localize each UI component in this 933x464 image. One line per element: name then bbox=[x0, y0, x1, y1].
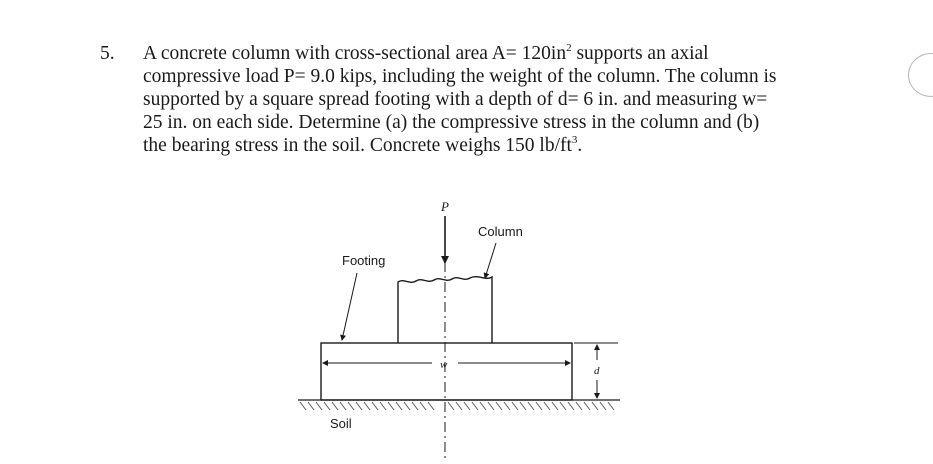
problem-number: 5. bbox=[100, 43, 115, 64]
problem-line-1-tail: supports an axial bbox=[571, 43, 709, 64]
problem-line-2: compressive load P= 9.0 kips, including the weight of the column. The column is bbox=[143, 66, 777, 87]
depth-label: d bbox=[594, 365, 600, 377]
problem-line-3: supported by a square spread footing with a depth of d= 6 in. and measuring w= bbox=[143, 89, 768, 110]
footing-label: Footing bbox=[342, 253, 386, 268]
width-label: w bbox=[440, 359, 448, 371]
soil-hatching bbox=[300, 402, 614, 410]
problem-line-1-text: A concrete column with cross-sectional area A= 120in bbox=[143, 43, 567, 64]
problem-line-5-tail: . bbox=[577, 135, 583, 156]
soil-label: Soil bbox=[330, 416, 352, 431]
column-leader bbox=[485, 243, 496, 278]
problem-line-5-text: the bearing stress in the soil. Concrete weighs 150 lb/ft bbox=[143, 135, 572, 156]
footing-block bbox=[321, 343, 572, 400]
problem-line-4: 25 in. on each side. Determine (a) the compressive stress in the column and (b) bbox=[143, 112, 760, 133]
volume-exponent: 3 bbox=[571, 134, 578, 146]
load-label: P bbox=[441, 199, 449, 214]
footing-leader bbox=[342, 273, 357, 340]
column-label: Column bbox=[478, 224, 523, 239]
area-exponent: 2 bbox=[566, 42, 572, 54]
